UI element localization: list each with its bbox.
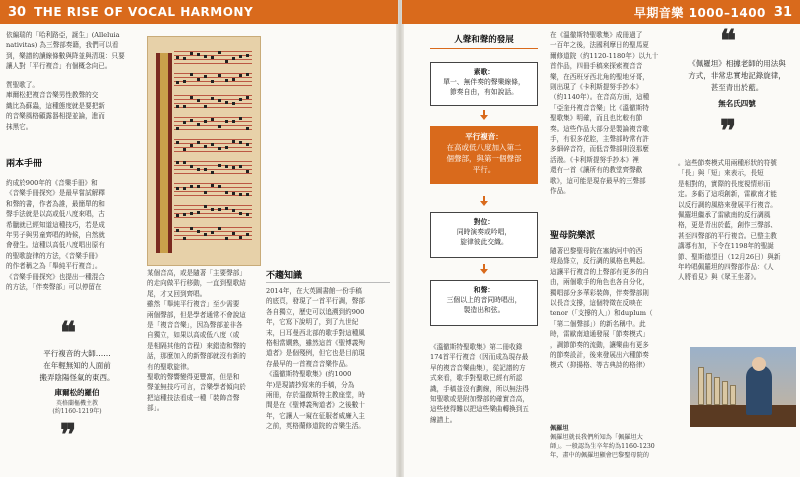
flow-step-line: 製造出和弦。 (463, 306, 505, 314)
neume-note (232, 102, 235, 105)
text-line: 年，它讓人一窺在征服者威廉入主 (266, 411, 365, 420)
flow-step-title: 對位： (473, 218, 495, 226)
neume-note (246, 73, 249, 76)
flow-step-line: 個聲部，與第一個聲部 (446, 154, 522, 163)
neume-note (218, 208, 221, 211)
flow-step-line: 在高或低八度加入第二 (446, 143, 522, 152)
neume-note (176, 161, 179, 164)
flow-arrow-icon (480, 110, 488, 120)
text-line: 格，更是青出於藍，創作三聲部、 (678, 221, 777, 230)
text-line: 年)是現請抄寫來的手稿，分為 (266, 380, 355, 389)
body-column-2 (147, 268, 257, 414)
neume-note (246, 213, 249, 216)
text-line: 由，兩個歌手的角色也各自分化， (550, 278, 649, 287)
right-page-title: 早期音樂 1000–1400 (633, 5, 766, 20)
text-line: 以反行調的風格來發展平行複音。 (678, 200, 777, 209)
text-line: 織比為蘇蟲，這種態度就是要把新 (6, 101, 105, 110)
flow-step-counterpoint (430, 212, 538, 258)
text-line: 「亞奎丹複音音樂」比《溫徹斯特 (550, 103, 649, 112)
text-line: 2014年，在大英圖書館一份手稿 (266, 287, 362, 295)
flow-arrow-icon (480, 196, 488, 206)
neume-note (204, 191, 207, 194)
neume-note (225, 60, 228, 63)
neume-note (176, 229, 179, 232)
text-line: 聲手法就是以高或低八度來唱，古 (6, 210, 105, 219)
text-line: 佩羅坦繼承了雷歐南的反行調風 (678, 211, 771, 220)
text-line: 年男子與男童齊唱的時候，自然就 (6, 231, 105, 240)
neume-note (232, 192, 235, 195)
text-line: 道者》是個殘例，但它也是目前現 (266, 349, 365, 358)
section-heading-two-manuals: 兩本手冊 (6, 159, 43, 169)
text-line: 尾，才又回到齊唱。 (147, 289, 207, 298)
body-paragraph-1 (6, 80, 140, 132)
text-line: 知聖歌或是附加聲部的確實音高， (430, 395, 529, 404)
body-right-col2 (550, 30, 670, 197)
text-line: 樂，在西班牙西北角的聖地牙哥， (550, 72, 649, 81)
neume-note (239, 55, 242, 58)
text-line: 講導有加，下令在1198年的聖誕 (678, 242, 774, 251)
neume-note (232, 209, 235, 212)
text-line: 把這種技法看成一種「裝飾音聲 (147, 393, 240, 402)
performer-head (752, 357, 766, 371)
neume-note (183, 187, 186, 190)
neume-note (218, 185, 221, 188)
neume-note (239, 74, 242, 77)
text-line: 話，那麼加入的新聲部就沒有新的 (147, 352, 246, 361)
flow-step-line: 節奏自由，有如說話。 (450, 88, 518, 96)
text-line: 在《溫徹斯特聖歌集》成冊過了 (550, 31, 643, 39)
neume-note (176, 56, 179, 59)
text-line: 堤島聳立，反行調的風格也興起。 (550, 257, 649, 266)
neume-note (176, 105, 179, 108)
text-line: 的走向做平行移動，一直到聖歌結 (147, 279, 246, 288)
caption-line: 師」。一般認為生卒年約為1160-1230 (550, 443, 655, 450)
text-line: 節、聖斯德望日（12月26日）與新 (678, 252, 781, 261)
close-quote-icon: ❞ (720, 114, 737, 149)
neume-note (218, 125, 221, 128)
flow-title-rule (430, 48, 538, 49)
text-line: 是「複音音樂」，因為聲部並非各 (147, 321, 243, 330)
text-line: 《溫徹斯特聖歌集》第二冊收錄 (430, 343, 523, 351)
text-line: 式來看，歌手對聖歌已經有所認 (430, 374, 523, 383)
neume-note (225, 191, 228, 194)
neume-note (197, 141, 200, 144)
neume-note (197, 99, 200, 102)
neume-note (183, 161, 186, 164)
image-caption (550, 424, 794, 460)
quote-line: 平行複音的大師…… (43, 349, 111, 358)
flow-step-line: 旋律彼此交織。 (460, 238, 508, 246)
neume-note (232, 120, 235, 123)
neume-note (225, 146, 228, 149)
flow-step-title: 平行複音： (465, 132, 503, 141)
neume-note (204, 205, 207, 208)
neume-note (211, 56, 214, 59)
text-line: 線譜上。 (430, 415, 457, 424)
text-line: 兩個聲部，但是學者通常不會說這 (147, 310, 246, 319)
text-line: 「長」與「短」來表示，長短 (678, 169, 764, 178)
neume-note (190, 119, 193, 122)
flow-step-harmony (430, 280, 538, 326)
neume-note (232, 57, 235, 60)
neume-note (218, 99, 221, 102)
neume-note (197, 230, 200, 233)
neume-note (211, 118, 214, 121)
text-line: 一百年之後，法國利摩日的聖馬夏 (550, 41, 649, 50)
text-line: 活潑。《卡利斯提努手抄本》裡 (550, 155, 640, 164)
neume-note (204, 105, 207, 108)
neume-note (239, 236, 242, 239)
illuminated-initial (156, 53, 172, 253)
neume-note (190, 144, 193, 147)
text-line: 174首平行複音（因而成為現存最 (430, 353, 529, 362)
text-line: 某個音高，或是隨著「主要聲部」 (147, 269, 246, 277)
neume-note (176, 81, 179, 84)
section-heading-lost-knowledge: 不趨知識 (266, 271, 303, 281)
neume-note (218, 51, 221, 54)
text-line: 之前，英格蘭修道院的音樂生活。 (266, 422, 365, 431)
neume-note (232, 78, 235, 81)
neume-note (225, 79, 228, 82)
neume-note (204, 120, 207, 123)
text-line: 依編瑞的「哈利路亞，誕生」(Alleluia (6, 31, 120, 39)
neume-note (183, 148, 186, 151)
text-line: 這讓平行複音的上聲部有更多的自 (550, 267, 649, 276)
neume-note (190, 185, 193, 188)
text-line: 的音樂風格顧露器相提並論，進而 (6, 112, 105, 121)
neume-note (197, 78, 200, 81)
text-line: 這些使得難以把這些樂曲轉換到五 (430, 405, 529, 414)
text-line: 手，有很多花腔，主聲部時常有許 (550, 135, 649, 144)
neume-note (218, 227, 221, 230)
pull-quote-left (14, 348, 140, 384)
neume-note (225, 207, 228, 210)
text-line: 質聖歌了。 (6, 81, 39, 89)
flow-step-title: 和聲： (473, 286, 495, 294)
text-line: ，調節節奏的流動，讓樂曲有更多 (550, 340, 649, 349)
left-page-title: THE RISE OF VOCAL HARMONY (34, 5, 254, 19)
intro-caption (6, 30, 140, 72)
text-line: 《音樂手冊探究》也提出一種混合 (6, 272, 105, 281)
text-line: 模式（抑揚格、等古典詩的格律） (550, 361, 649, 370)
text-line: 爾修道院（約1120-1180年）以九十 (550, 51, 659, 60)
neume-note (225, 120, 228, 123)
neume-note (211, 208, 214, 211)
quote-line: 《佩羅坦》相據老師的用法與 (688, 59, 786, 68)
text-line: 的聖歌旋律的方法，《音樂手冊》 (6, 251, 102, 260)
body-column-3 (266, 286, 390, 432)
manuscript-folio (154, 43, 254, 259)
flow-step-line: 平行。 (472, 165, 496, 174)
organ-pipe (706, 373, 712, 405)
perotin-illustration (690, 347, 796, 427)
flow-arrow-icon (480, 264, 488, 274)
text-line: 末，日耳曼西北部的歌手對這種風 (266, 328, 365, 337)
organ-pipe (698, 367, 704, 405)
neume-note (183, 57, 186, 60)
text-line: 年吟唱佩羅坦的四聲部作品：《人 (678, 263, 774, 272)
quote-desc-line: (約1160-1219年) (52, 408, 102, 415)
right-page-number: 31 (773, 4, 792, 20)
organ-pipe (722, 381, 728, 405)
neume-note (211, 184, 214, 187)
neume-note (239, 141, 242, 144)
text-line: 《音樂手冊探究》是最早嘗試解釋 (6, 189, 105, 198)
neume-note (176, 141, 179, 144)
text-line: 約成於900年的《音樂手冊》和 (6, 179, 98, 187)
text-line: 多細碎音符，而低音聲部則沒那麼 (550, 145, 649, 154)
text-line: 作品。 (550, 187, 570, 196)
text-line: 奏。這些作品大部分是製論複音歌 (550, 124, 649, 133)
text-line: 到，樂譜的讀線條數與降並與清現：只要 (6, 51, 125, 60)
neume-note (190, 52, 193, 55)
neume-note (211, 143, 214, 146)
neume-note (239, 98, 242, 101)
neume-note (239, 117, 242, 120)
neume-note (246, 96, 249, 99)
neume-note (204, 145, 207, 148)
neume-note (239, 212, 242, 215)
text-line: 有的聖歌旋律。 (147, 362, 194, 371)
left-page-number: 30 (8, 4, 27, 20)
neume-note (183, 237, 186, 240)
text-line: 存最早的一首複音音樂作品。 (266, 359, 352, 368)
neume-note (239, 193, 242, 196)
text-line: 和聲的書，作者為誰，最簡單的和 (6, 199, 105, 208)
caption-label: 佩羅坦 (550, 425, 569, 432)
quote-desc-line: 英格蘭樞機主教 (55, 400, 98, 407)
neume-note (190, 227, 193, 230)
quote-line: 在年輕無知的人面前 (43, 361, 111, 370)
manuscript-image (147, 36, 261, 266)
text-line: 自獨立，如果以高或低八度（或 (147, 331, 240, 340)
body-paragraph-2 (6, 178, 140, 292)
text-line: 的節奏設計，後來發展出六種節奏 (550, 351, 649, 360)
neume-note (246, 170, 249, 173)
text-line: 甚至四聲部的平行複音。已整主教 (678, 231, 777, 240)
neume-note (204, 55, 207, 58)
neume-note (232, 232, 235, 235)
text-line: 歌》，這可能是現存最早的三聲部 (550, 176, 646, 185)
neume-note (204, 233, 207, 236)
neume-note (246, 127, 249, 130)
text-line: 人將看見》與《眾王坐著》。 (678, 273, 761, 282)
body-right-col2b (550, 246, 670, 371)
text-line: 的底頁，發現了一首平行調，聲部 (266, 297, 365, 306)
right-page-header (402, 0, 800, 24)
text-line: 是相隔其他的音程）來錯造和聲的 (147, 341, 246, 350)
neume-note (218, 147, 221, 150)
text-line: 格相當嫻熟，雖然這首《聖博義殉 (266, 339, 365, 348)
neume-note (197, 168, 200, 171)
text-line: 聖歌集》明確，而且也比較有節 (550, 114, 643, 123)
neume-note (176, 187, 179, 190)
text-line: 隨著巴黎聖母院在塞納河中的西 (550, 247, 643, 255)
text-line: 聖歌的聲響變得更豐富，但是和 (147, 373, 240, 382)
neume-note (190, 73, 193, 76)
book-gutter (396, 0, 404, 477)
heading-rule (266, 282, 390, 283)
text-line: 定。多虧了這項創新，雷歐南才能 (678, 190, 777, 199)
text-line: 「第二個聲部」）的新名稱中。此 (550, 319, 646, 328)
neume-note (204, 168, 207, 171)
text-line: tenor（「支撐的人」）和duplum（ (550, 309, 653, 318)
text-line: 年，它寫下說明了，到了九世紀 (266, 318, 359, 327)
text-line: 庫爾松把複音音樂男性教聲的交 (6, 91, 99, 100)
quote-author-desc-left (14, 400, 140, 416)
text-line: 是相對的，實際的長度視情形而 (678, 179, 771, 188)
text-line: 讓人對「平行複音」有個概念向已。 (6, 62, 112, 71)
neume-note (225, 165, 228, 168)
performer-figure (746, 365, 772, 415)
text-line: 會發生。這種以高低八度唱出原有 (6, 241, 105, 250)
neume-note (183, 105, 186, 108)
open-quote-icon: ❝ (60, 316, 77, 351)
text-line: 雖然「舉純平行複音」至少需要 (147, 300, 240, 309)
text-line: 部」。 (147, 404, 164, 413)
quote-line: 搬弄陰陽怪氣的東西。 (39, 373, 115, 382)
flow-step-organum (430, 126, 538, 184)
neume-note (211, 80, 214, 83)
quote-line: 方式，非常忠實地記錄旋律， (688, 71, 786, 80)
neume-note (225, 101, 228, 104)
text-line: 識，手稿並沒有劃線，所以無法得 (430, 384, 529, 393)
neume-note (183, 80, 186, 83)
flow-diagram-title: 人聲和聲的發展 (454, 35, 514, 45)
neume-note (211, 171, 214, 174)
neume-note (218, 74, 221, 77)
body-right-col1 (430, 342, 540, 425)
neume-note (190, 165, 193, 168)
text-line: 以長音支撐，這個特徵在反映在 (550, 299, 643, 308)
flow-step-title: 素歌： (473, 68, 495, 76)
neume-note (246, 54, 249, 57)
neume-note (190, 212, 193, 215)
neume-note (197, 211, 200, 214)
neume-note (183, 121, 186, 124)
neume-note (211, 97, 214, 100)
neume-note (176, 127, 179, 130)
neume-note (197, 123, 200, 126)
neume-note (225, 237, 228, 240)
neume-note (246, 193, 249, 196)
text-line: 早的複音音樂曲集），從記譜的方 (430, 363, 526, 372)
neume-note (232, 166, 235, 169)
text-line: 的方法，「伴奏聲部」可以停留在 (6, 283, 102, 292)
text-line: 各自獨立，歷史可以追溯到約900 (266, 307, 365, 316)
text-line: 的作者稱之為「舉純平行複音」。 (6, 262, 102, 271)
neume-note (218, 164, 221, 167)
organ-pipe (730, 385, 736, 405)
neume-note (211, 231, 214, 234)
neume-note (239, 165, 242, 168)
neume-note (183, 213, 186, 216)
flow-step-line: 同時演奏或吟唱， (456, 228, 512, 236)
quote-author-right: 無名氏四號 (718, 99, 756, 108)
text-line: 《溫徹斯特聖歌集》(約1000 (266, 370, 352, 379)
text-line: 還有一首《讓所有的教堂齊聲歡 (550, 166, 643, 175)
quote-line: 甚至青出於藍。 (710, 83, 764, 92)
text-line: 兩冊，存於溫徹斯特主教座堂，時 (266, 391, 365, 400)
organ-pipe (714, 377, 720, 405)
text-line: 首作品，四冊手稿來探索複音音 (550, 62, 643, 71)
neume-note (190, 96, 193, 99)
text-line: 希臘就已經知道這種技巧，若是成 (6, 220, 105, 229)
text-line: 聲並無技巧可言，音樂學者傾向於 (147, 383, 246, 392)
neume-note (246, 143, 249, 146)
text-line: 。這些節奏模式用兩種形狀的符號 (678, 159, 777, 167)
open-quote-icon: ❝ (720, 24, 737, 59)
caption-line: 年，畫中的佩羅坦顯會巴黎聖母院的 (550, 452, 649, 459)
quote-author-left: 庫爾松的羅伯 (54, 388, 100, 397)
neume-note (197, 185, 200, 188)
neume-note (197, 53, 200, 56)
flow-step-plainchant (430, 62, 538, 106)
flow-step-line: 三個以上的音同時唱出， (446, 296, 522, 304)
flow-step-line: 單一、無伴奏的聲樂線條， (443, 78, 525, 86)
text-line: 時，雷歐南迪通發展「節奏模式」 (550, 330, 649, 339)
text-line: 獨唱部分多華彩裝飾，伴奏聲部則 (550, 288, 649, 297)
neume-note (176, 214, 179, 217)
section-heading-notre-dame: 聖母院樂派 (550, 231, 596, 241)
text-line: （約1140年）。在音高方面，這種 (550, 93, 650, 102)
neume-note (204, 75, 207, 78)
neume-note (232, 140, 235, 143)
body-right-col3 (678, 158, 796, 283)
text-line: 則出現了《卡利斯提努手抄本》 (550, 83, 643, 92)
close-quote-icon: ❞ (60, 418, 77, 453)
text-line: 抹黑它。 (6, 122, 33, 131)
neume-note (246, 233, 249, 236)
caption-line: 佩羅坦就長我們所知為「佩羅坦大 (550, 434, 643, 441)
text-line: 間是在《聖博義殉道者》之後數十 (266, 401, 365, 410)
left-page-header (0, 0, 398, 24)
pull-quote-right (678, 58, 796, 94)
text-line: nativitas) 為三聲部奏籍，我們可以看 (6, 41, 119, 50)
